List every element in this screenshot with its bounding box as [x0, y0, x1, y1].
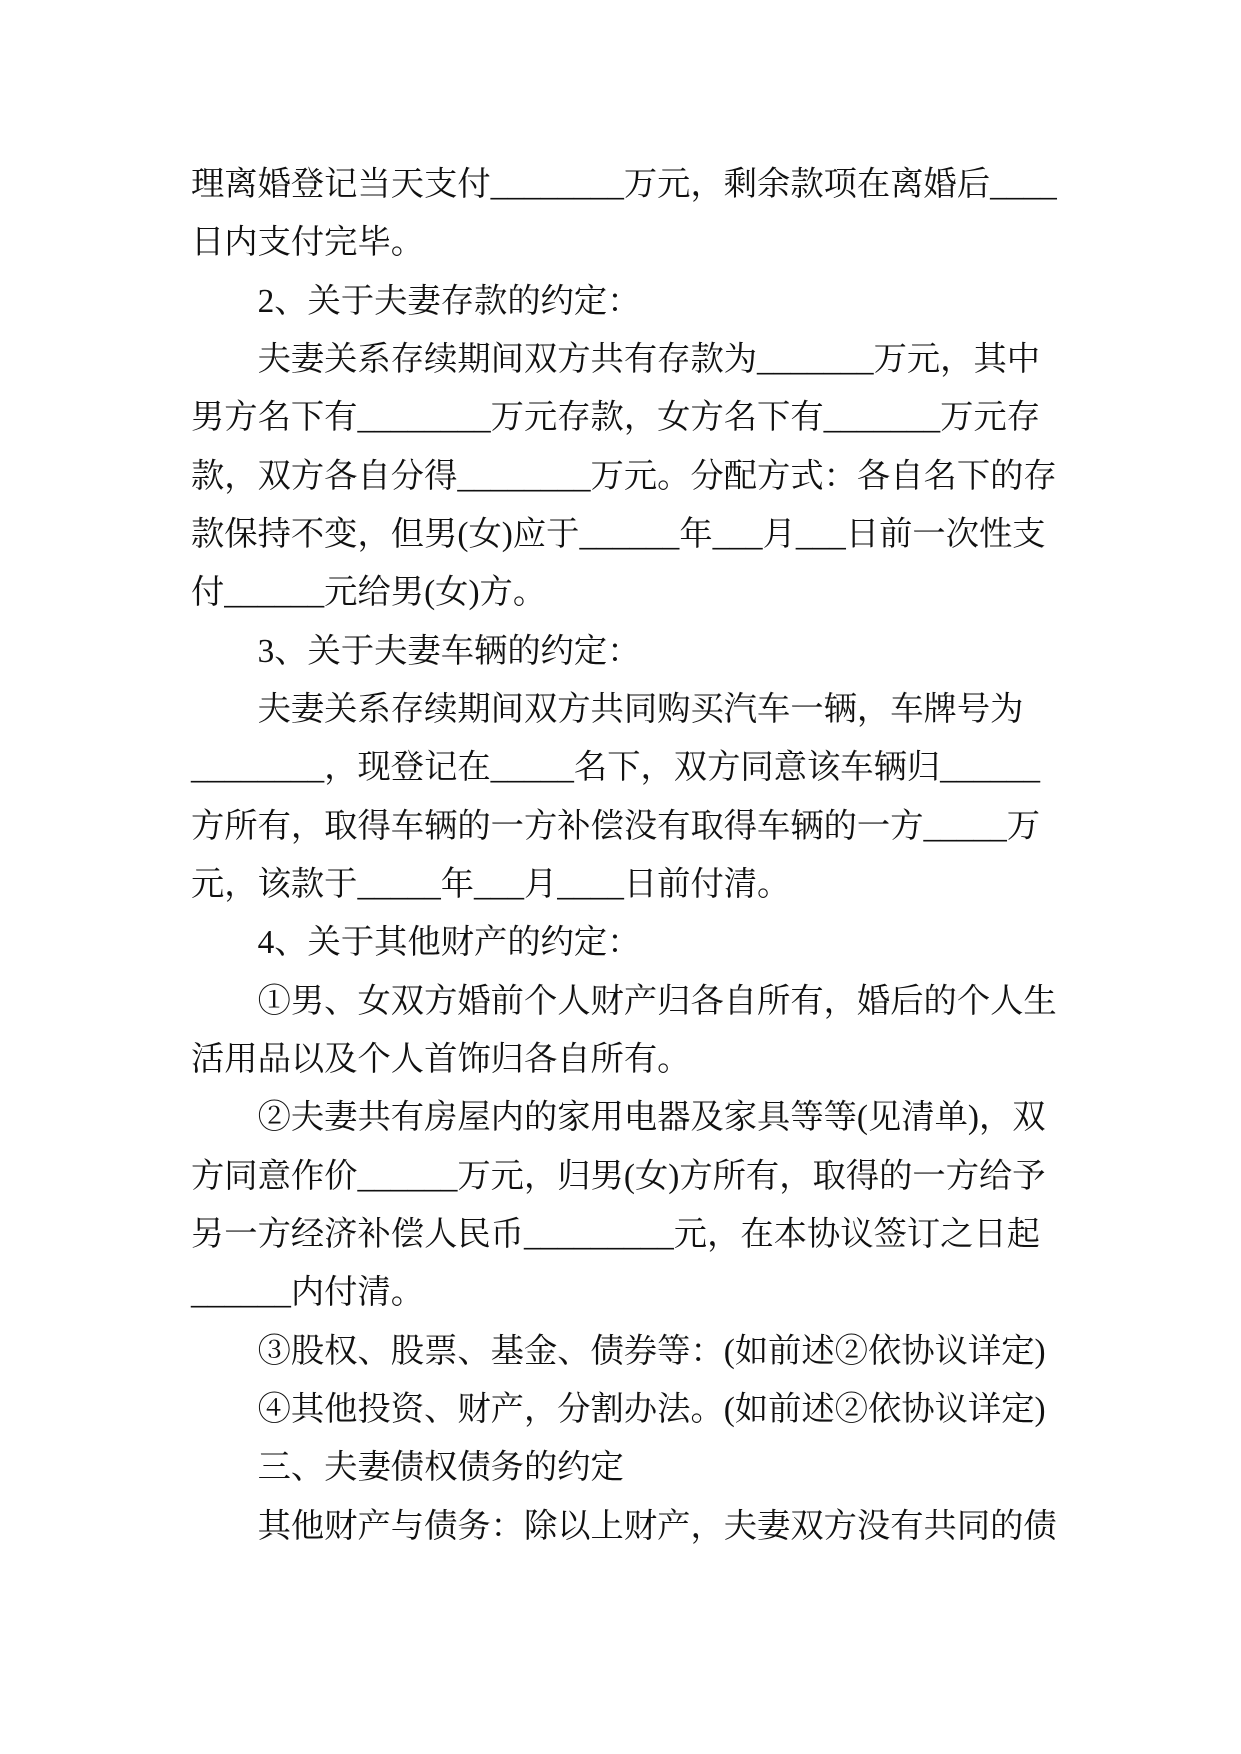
paragraph-payment-terms-continued — [191, 156, 1057, 273]
text-line: 另一方经济补偿人民币_________元，在本协议签订之日起 — [191, 1215, 1041, 1253]
text-line: ______内付清。 — [191, 1274, 425, 1312]
paragraph-other-property-debts — [191, 1498, 1057, 1556]
heading-other-property-agreement — [191, 914, 1051, 972]
text-line: 元，该款于_____年___月____日前付清。 — [191, 865, 791, 903]
heading-deposit-agreement — [191, 273, 1051, 331]
section-heading: 4、关于其他财产的约定： — [257, 924, 641, 962]
text-line: 夫妻关系存续期间双方共同购买汽车一辆，车牌号为 — [257, 690, 1024, 728]
paragraph-deposit-terms — [191, 331, 1057, 623]
text-line: 款保持不变，但男(女)应于______年___月___日前一次性支 — [191, 515, 1046, 553]
text-line: ③股权、股票、基金、债券等：(如前述②依协议详定) — [257, 1332, 1046, 1370]
item-equity-securities — [191, 1323, 1051, 1381]
heading-vehicle-agreement — [191, 623, 1051, 681]
item-household-appliances — [191, 1089, 1051, 1322]
text-line: ②夫妻共有房屋内的家用电器及家具等等(见清单)，双 — [257, 1099, 1046, 1137]
heading-debt-agreement — [191, 1439, 1051, 1497]
text-line: 付______元给男(女)方。 — [191, 574, 547, 612]
text-line: 男方名下有________万元存款，女方名下有_______万元存 — [191, 399, 1041, 437]
paragraph-vehicle-terms — [191, 681, 1051, 914]
section-heading: 3、关于夫妻车辆的约定： — [257, 632, 641, 670]
text-line: 日内支付完毕。 — [191, 224, 425, 262]
text-line: 款，双方各自分得________万元。分配方式：各自名下的存 — [191, 457, 1057, 495]
text-line: 活用品以及个人首饰归各自所有。 — [191, 1040, 691, 1078]
text-line: 夫妻关系存续期间双方共有存款为_______万元，其中 — [257, 340, 1041, 378]
item-premarital-property — [191, 973, 1057, 1090]
document-body — [191, 156, 1057, 1556]
text-line: ①男、女双方婚前个人财产归各自所有，婚后的个人生 — [257, 982, 1057, 1020]
section-heading: 三、夫妻债权债务的约定 — [257, 1449, 624, 1487]
text-line: 方同意作价______万元，归男(女)方所有，取得的一方给予 — [191, 1157, 1046, 1195]
text-line: 理离婚登记当天支付________万元，剩余款项在离婚后____ — [191, 166, 1057, 203]
text-line: 方所有，取得车辆的一方补偿没有取得车辆的一方_____万 — [191, 807, 1041, 845]
section-heading: 2、关于夫妻存款的约定： — [257, 282, 641, 320]
item-other-investments — [191, 1381, 1051, 1439]
text-line: ④其他投资、财产，分割办法。(如前述②依协议详定) — [257, 1390, 1046, 1428]
text-line: ________，现登记在_____名下，双方同意该车辆归______ — [191, 749, 1041, 787]
text-line: 其他财产与债务：除以上财产，夫妻双方没有共同的债 — [257, 1507, 1057, 1545]
